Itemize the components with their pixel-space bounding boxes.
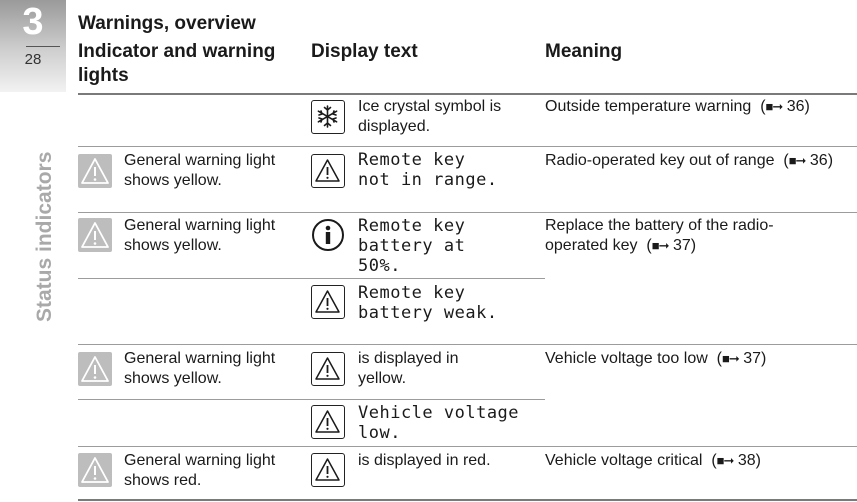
- display-text-red: is displayed in red.: [358, 452, 491, 469]
- page-ref-arrow-icon: ■➞: [788, 153, 806, 168]
- chapter-tab: [0, 0, 66, 92]
- indicator-text: General warning light shows yellow.: [124, 217, 276, 254]
- warning-triangle-icon: [311, 352, 345, 386]
- table-rule: [78, 399, 545, 400]
- snowflake-icon: [311, 100, 345, 134]
- page-number: 28: [24, 51, 42, 68]
- page-ref-arrow-icon: ■➞: [765, 99, 783, 114]
- general-warning-light-icon: [78, 352, 112, 386]
- column-header-meaning: Meaning: [545, 41, 623, 62]
- meaning-key-out-of-range: Radio-operated key out of range (■➞ 36): [545, 152, 834, 169]
- display-text-yellow: is displayed in yellow.: [358, 350, 459, 387]
- indicator-text: General warning light shows yellow.: [124, 350, 276, 387]
- table-rule: [78, 212, 857, 213]
- page-title: Warnings, overview: [78, 13, 256, 34]
- display-text-battery-weak: Remote key battery weak.: [358, 283, 498, 323]
- indicator-text: General warning light shows red.: [124, 452, 276, 489]
- page-reference: 36: [809, 152, 828, 169]
- general-warning-light-icon: [78, 218, 112, 252]
- display-text-voltage-low: Vehicle voltage low.: [358, 403, 520, 443]
- table-rule: [78, 146, 857, 147]
- page-reference: 37: [672, 237, 691, 254]
- page-reference: 36: [786, 98, 805, 115]
- warning-triangle-icon: [311, 154, 345, 188]
- warning-triangle-icon: [311, 285, 345, 319]
- meaning-voltage-critical: Vehicle voltage critical (■➞ 38): [545, 452, 761, 469]
- column-header-indicator: Indicator and warning lights: [78, 41, 276, 86]
- column-header-display: Display text: [311, 41, 418, 62]
- chapter-number: 3: [22, 1, 44, 43]
- meaning-replace-battery: Replace the battery of the radio-operated key (■➞ 37): [545, 217, 774, 254]
- page-reference: 37: [743, 350, 761, 367]
- section-side-label: Status indicators: [33, 151, 56, 322]
- display-text-ice-crystal: Ice crystal symbol is displayed.: [358, 98, 502, 135]
- page-rule: [26, 46, 60, 47]
- page-reference: 38: [737, 452, 756, 469]
- table-rule: [78, 446, 857, 447]
- page-ref-arrow-icon: ■➞: [722, 351, 739, 366]
- display-text-battery-50: Remote key battery at 50%.: [358, 216, 466, 276]
- warning-triangle-icon: [311, 405, 345, 439]
- meaning-outside-temperature: Outside temperature warning (■➞ 36): [545, 98, 810, 115]
- meaning-voltage-too-low: Vehicle voltage too low (■➞ 37): [545, 350, 767, 367]
- page-ref-arrow-icon: ■➞: [716, 453, 734, 468]
- warning-triangle-icon: [311, 453, 345, 487]
- general-warning-light-icon: [78, 453, 112, 487]
- table-rule: [78, 499, 857, 501]
- indicator-text: General warning light shows yellow.: [124, 152, 276, 189]
- table-rule: [78, 93, 857, 95]
- display-text-remote-key-range: Remote key not in range.: [358, 150, 498, 190]
- table-rule: [78, 344, 857, 345]
- general-warning-light-icon: [78, 154, 112, 188]
- table-rule: [78, 278, 545, 279]
- page-ref-arrow-icon: ■➞: [651, 238, 669, 253]
- info-icon: [311, 218, 345, 252]
